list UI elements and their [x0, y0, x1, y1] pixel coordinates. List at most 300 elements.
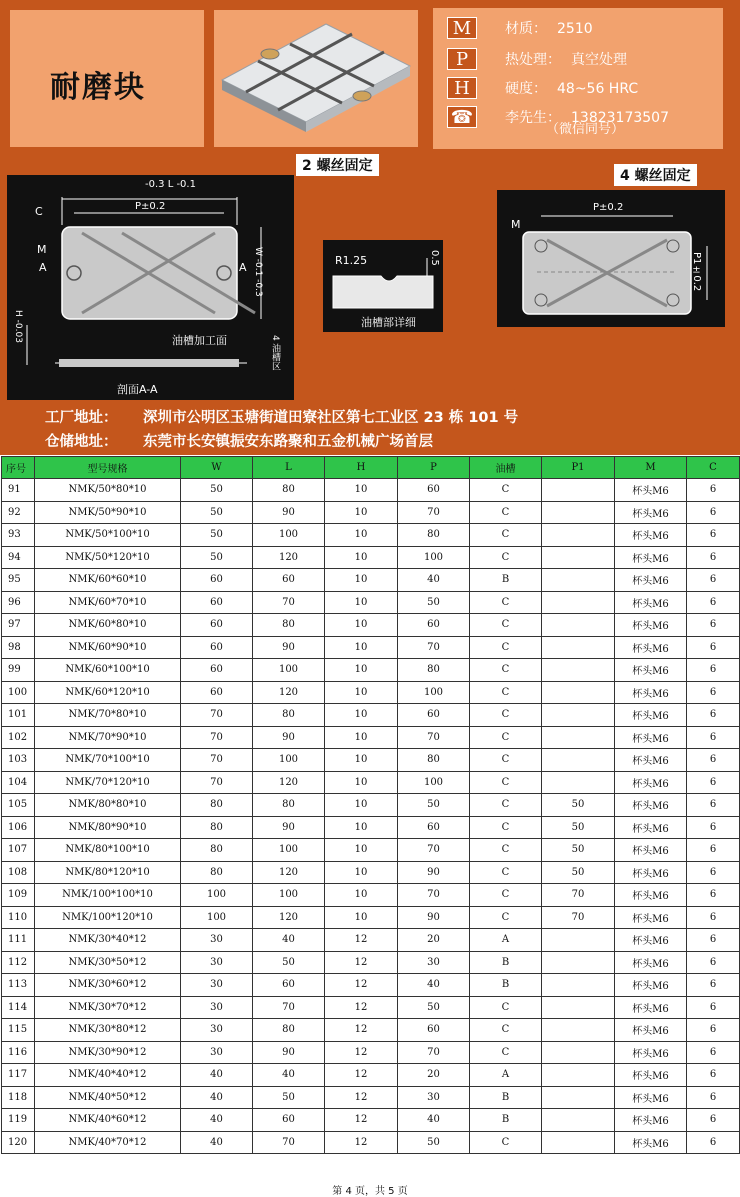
table-cell: NMK/70*80*10	[35, 704, 181, 727]
table-row	[2, 569, 740, 592]
table-cell: 6	[687, 704, 740, 727]
chamfer-label: C	[35, 205, 43, 218]
table-cell: 90	[253, 501, 325, 524]
table-cell: 12	[325, 974, 398, 997]
table-cell: 6	[687, 1041, 740, 1064]
table-cell: C	[470, 726, 542, 749]
table-cell: C	[470, 1019, 542, 1042]
table-cell: 80	[253, 479, 325, 502]
table-row	[2, 546, 740, 569]
table-row	[2, 1019, 740, 1042]
table-cell	[542, 479, 615, 502]
table-row	[2, 794, 740, 817]
table-cell	[542, 749, 615, 772]
table-cell: B	[470, 1086, 542, 1109]
table-cell: 10	[325, 771, 398, 794]
spec-table	[1, 456, 740, 1154]
table-cell: 6	[687, 659, 740, 682]
table-cell: C	[470, 614, 542, 637]
table-cell: 杯头M6	[615, 524, 687, 547]
table-cell: C	[470, 749, 542, 772]
table-cell: 60	[181, 659, 253, 682]
table-cell: 100	[2, 681, 35, 704]
two-screw-label: 2 螺丝固定	[296, 154, 379, 176]
table-cell: 6	[687, 614, 740, 637]
table-cell: 115	[2, 1019, 35, 1042]
table-cell: 12	[325, 1019, 398, 1042]
column-header: H	[325, 457, 398, 479]
table-cell: 12	[325, 1041, 398, 1064]
table-cell: 6	[687, 884, 740, 907]
factory-address: 工厂地址： 深圳市公明区玉塘街道田寮社区第七工业区 23 栋 101 号	[45, 410, 519, 426]
warehouse-address: 仓储地址： 东莞市长安镇振安东路聚和五金机械广场首层	[45, 434, 433, 450]
wear-plate-illustration	[214, 10, 418, 147]
table-cell: 6	[687, 1064, 740, 1087]
table-cell: 10	[325, 546, 398, 569]
table-cell: 30	[398, 951, 470, 974]
table-cell: 70	[253, 591, 325, 614]
table-cell: 10	[325, 659, 398, 682]
table-row	[2, 636, 740, 659]
table-cell: 91	[2, 479, 35, 502]
table-cell: C	[470, 659, 542, 682]
table-cell: 杯头M6	[615, 614, 687, 637]
table-cell: 70	[181, 704, 253, 727]
table-cell: 6	[687, 861, 740, 884]
table-cell: 6	[687, 569, 740, 592]
table-cell: NMK/40*40*12	[35, 1064, 181, 1087]
table-cell: 6	[687, 929, 740, 952]
table-cell: 20	[398, 1064, 470, 1087]
table-cell: 30	[398, 1086, 470, 1109]
table-cell: NMK/70*90*10	[35, 726, 181, 749]
radius-label: R1.25	[335, 254, 368, 267]
table-cell: 40	[253, 1064, 325, 1087]
table-cell	[542, 569, 615, 592]
table-cell: 102	[2, 726, 35, 749]
table-cell: 6	[687, 546, 740, 569]
table-cell: 120	[253, 861, 325, 884]
table-cell: A	[470, 929, 542, 952]
table-row	[2, 839, 740, 862]
table-cell: C	[470, 681, 542, 704]
table-cell: 90	[398, 906, 470, 929]
table-cell: 杯头M6	[615, 1131, 687, 1154]
table-cell: NMK/60*80*10	[35, 614, 181, 637]
table-cell: C	[470, 794, 542, 817]
table-cell: 120	[253, 546, 325, 569]
table-row	[2, 524, 740, 547]
table-row	[2, 996, 740, 1019]
table-cell: 40	[181, 1064, 253, 1087]
table-cell: 6	[687, 591, 740, 614]
spec-contact: ☎ 李先生： 13823173507	[447, 105, 669, 129]
table-cell: NMK/50*90*10	[35, 501, 181, 524]
table-cell: 杯头M6	[615, 906, 687, 929]
table-cell: 80	[181, 794, 253, 817]
table-cell: 101	[2, 704, 35, 727]
table-cell: NMK/30*60*12	[35, 974, 181, 997]
table-cell: 92	[2, 501, 35, 524]
table-cell: 6	[687, 501, 740, 524]
table-cell: 10	[325, 569, 398, 592]
table-cell: 118	[2, 1086, 35, 1109]
height-tolerance: H -0.03	[13, 310, 23, 343]
table-cell: 70	[181, 771, 253, 794]
p-dimension: P±0.2	[135, 201, 166, 212]
table-cell: 10	[325, 704, 398, 727]
table-cell: 100	[253, 659, 325, 682]
table-cell: 12	[325, 1064, 398, 1087]
section-caption: 剖面A-A	[117, 383, 158, 396]
table-cell: 100	[253, 839, 325, 862]
table-cell: 117	[2, 1064, 35, 1087]
table-cell: 6	[687, 951, 740, 974]
spec-hardness: H 硬度： 48~56 HRC	[447, 76, 638, 100]
table-cell: 杯头M6	[615, 794, 687, 817]
four-screw-drawing	[497, 190, 725, 327]
table-cell: C	[470, 1131, 542, 1154]
table-cell: 70	[181, 749, 253, 772]
column-header: 型号规格	[35, 457, 181, 479]
table-cell: 40	[253, 929, 325, 952]
table-cell: 6	[687, 681, 740, 704]
table-cell: 90	[253, 816, 325, 839]
table-cell: 50	[181, 501, 253, 524]
table-cell: 30	[181, 974, 253, 997]
table-cell: NMK/60*60*10	[35, 569, 181, 592]
table-cell: 杯头M6	[615, 749, 687, 772]
column-header: M	[615, 457, 687, 479]
column-header: L	[253, 457, 325, 479]
table-cell: NMK/100*120*10	[35, 906, 181, 929]
table-cell: C	[470, 636, 542, 659]
table-cell: 106	[2, 816, 35, 839]
table-cell	[542, 546, 615, 569]
table-cell: 50	[398, 591, 470, 614]
table-cell: 107	[2, 839, 35, 862]
table-row	[2, 884, 740, 907]
p-dimension-4: P±0.2	[593, 202, 624, 213]
table-cell	[542, 771, 615, 794]
table-cell: 6	[687, 794, 740, 817]
table-cell	[542, 1131, 615, 1154]
table-cell: NMK/70*120*10	[35, 771, 181, 794]
table-cell: NMK/50*80*10	[35, 479, 181, 502]
table-cell: 12	[325, 996, 398, 1019]
table-cell: NMK/30*80*12	[35, 1019, 181, 1042]
table-cell: 50	[542, 816, 615, 839]
table-cell: 50	[253, 1086, 325, 1109]
section-a-left: A	[39, 261, 47, 274]
table-cell: 70	[398, 636, 470, 659]
column-header: 油槽	[470, 457, 542, 479]
table-cell: 12	[325, 951, 398, 974]
table-cell: 70	[542, 884, 615, 907]
table-cell: 6	[687, 839, 740, 862]
table-cell: 120	[253, 771, 325, 794]
table-cell: C	[470, 996, 542, 1019]
table-cell: 6	[687, 1086, 740, 1109]
table-cell	[542, 951, 615, 974]
table-cell: NMK/80*90*10	[35, 816, 181, 839]
table-row	[2, 681, 740, 704]
section-a-right: A	[239, 261, 247, 274]
table-cell: 95	[2, 569, 35, 592]
groove-zone-text: 4 油槽区	[270, 335, 280, 371]
table-cell: 杯头M6	[615, 501, 687, 524]
table-cell: 80	[398, 659, 470, 682]
product-banner	[0, 0, 740, 455]
table-cell: 6	[687, 771, 740, 794]
table-cell: 40	[398, 974, 470, 997]
table-cell: C	[470, 861, 542, 884]
table-cell: 30	[181, 929, 253, 952]
table-cell: C	[470, 1041, 542, 1064]
table-cell: 12	[325, 1109, 398, 1132]
table-cell: 97	[2, 614, 35, 637]
table-cell: 10	[325, 681, 398, 704]
spec-heat-treatment: P 热处理： 真空处理	[447, 47, 627, 71]
table-cell: 杯头M6	[615, 479, 687, 502]
table-cell: 杯头M6	[615, 929, 687, 952]
table-cell	[542, 524, 615, 547]
table-cell: 60	[398, 614, 470, 637]
p1-dimension: P1±0.2	[691, 252, 702, 292]
table-cell: 100	[398, 681, 470, 704]
table-cell: 杯头M6	[615, 951, 687, 974]
table-cell: 12	[325, 929, 398, 952]
table-cell: NMK/50*100*10	[35, 524, 181, 547]
table-cell: 30	[181, 951, 253, 974]
table-cell: 杯头M6	[615, 974, 687, 997]
p-badge: P	[447, 48, 477, 70]
table-cell: 50	[398, 794, 470, 817]
table-cell: 70	[398, 1041, 470, 1064]
table-cell: NMK/40*70*12	[35, 1131, 181, 1154]
column-header: P	[398, 457, 470, 479]
table-cell: 60	[253, 569, 325, 592]
table-cell: 116	[2, 1041, 35, 1064]
table-cell: C	[470, 501, 542, 524]
table-row	[2, 479, 740, 502]
groove-detail-drawing	[323, 240, 443, 332]
table-row	[2, 1109, 740, 1132]
table-cell: NMK/60*120*10	[35, 681, 181, 704]
table-cell: 70	[398, 501, 470, 524]
table-row	[2, 1064, 740, 1087]
table-cell: C	[470, 524, 542, 547]
table-cell: 90	[253, 1041, 325, 1064]
table-cell: 6	[687, 1019, 740, 1042]
table-cell: 80	[398, 749, 470, 772]
table-cell: 10	[325, 839, 398, 862]
table-cell: 50	[181, 479, 253, 502]
table-cell: 杯头M6	[615, 771, 687, 794]
column-header: 序号	[2, 457, 35, 479]
table-cell: 80	[253, 704, 325, 727]
table-cell: 90	[253, 636, 325, 659]
table-cell: 80	[253, 794, 325, 817]
table-row	[2, 726, 740, 749]
table-cell: NMK/80*80*10	[35, 794, 181, 817]
table-cell: 103	[2, 749, 35, 772]
table-cell: NMK/100*100*10	[35, 884, 181, 907]
table-cell	[542, 1019, 615, 1042]
table-cell: 杯头M6	[615, 704, 687, 727]
table-cell	[542, 1041, 615, 1064]
table-row	[2, 861, 740, 884]
table-cell: NMK/80*100*10	[35, 839, 181, 862]
m-label: M	[37, 243, 47, 256]
table-cell	[542, 1064, 615, 1087]
table-cell: 40	[398, 1109, 470, 1132]
table-cell: 12	[325, 1131, 398, 1154]
table-cell: 70	[253, 1131, 325, 1154]
table-cell: 6	[687, 1131, 740, 1154]
table-cell: NMK/40*50*12	[35, 1086, 181, 1109]
table-cell: NMK/30*70*12	[35, 996, 181, 1019]
product-image-panel	[214, 10, 418, 147]
table-cell: NMK/60*70*10	[35, 591, 181, 614]
table-cell: 杯头M6	[615, 1109, 687, 1132]
table-cell: 109	[2, 884, 35, 907]
table-cell: 40	[181, 1131, 253, 1154]
table-cell: 杯头M6	[615, 861, 687, 884]
groove-detail-caption: 油槽部详细	[361, 316, 416, 329]
table-header	[2, 457, 740, 479]
spec-material: M 材质： 2510	[447, 16, 593, 40]
table-row	[2, 749, 740, 772]
table-cell	[542, 636, 615, 659]
table-cell	[542, 704, 615, 727]
table-cell: 50	[398, 996, 470, 1019]
table-cell: NMK/40*60*12	[35, 1109, 181, 1132]
table-cell	[542, 501, 615, 524]
table-cell: 90	[253, 726, 325, 749]
table-cell: C	[470, 906, 542, 929]
table-cell	[542, 996, 615, 1019]
table-cell	[542, 614, 615, 637]
length-tolerance: -0.3 L -0.1	[145, 179, 196, 190]
table-cell: 杯头M6	[615, 659, 687, 682]
table-cell: 105	[2, 794, 35, 817]
table-cell: 杯头M6	[615, 1019, 687, 1042]
table-cell: 100	[398, 771, 470, 794]
table-cell	[542, 1086, 615, 1109]
table-cell: 杯头M6	[615, 816, 687, 839]
title-panel	[10, 10, 204, 147]
table-cell: C	[470, 771, 542, 794]
column-header: C	[687, 457, 740, 479]
table-row	[2, 1086, 740, 1109]
table-row	[2, 501, 740, 524]
table-cell: 杯头M6	[615, 569, 687, 592]
table-cell: 70	[253, 996, 325, 1019]
table-cell: 80	[181, 816, 253, 839]
table-cell: 60	[398, 704, 470, 727]
table-cell: 60	[181, 636, 253, 659]
table-cell: 6	[687, 906, 740, 929]
table-cell: 10	[325, 794, 398, 817]
table-cell: 40	[181, 1109, 253, 1132]
table-cell: 6	[687, 996, 740, 1019]
table-row	[2, 951, 740, 974]
table-cell: 60	[181, 569, 253, 592]
table-cell: 6	[687, 479, 740, 502]
table-cell: 6	[687, 974, 740, 997]
column-header: W	[181, 457, 253, 479]
table-cell: 112	[2, 951, 35, 974]
table-cell: 10	[325, 861, 398, 884]
table-cell: 100	[253, 884, 325, 907]
table-cell: 10	[325, 884, 398, 907]
table-cell: 50	[542, 861, 615, 884]
table-cell: 100	[181, 906, 253, 929]
table-cell: A	[470, 1064, 542, 1087]
table-cell: 10	[325, 749, 398, 772]
table-cell: 70	[542, 906, 615, 929]
table-cell: 30	[181, 996, 253, 1019]
table-cell	[542, 929, 615, 952]
table-row	[2, 704, 740, 727]
table-cell: 50	[181, 524, 253, 547]
groove-face-label: 油槽加工面	[172, 334, 227, 347]
wechat-note: （微信同号）	[546, 122, 625, 137]
table-cell: 10	[325, 636, 398, 659]
table-cell: C	[470, 479, 542, 502]
table-cell: 杯头M6	[615, 681, 687, 704]
table-cell: 6	[687, 816, 740, 839]
table-row	[2, 906, 740, 929]
table-cell: C	[470, 591, 542, 614]
table-row	[2, 659, 740, 682]
table-row	[2, 1041, 740, 1064]
table-cell: 60	[398, 479, 470, 502]
table-cell: C	[470, 704, 542, 727]
table-row	[2, 591, 740, 614]
table-cell: NMK/30*90*12	[35, 1041, 181, 1064]
table-cell: 93	[2, 524, 35, 547]
table-cell: 杯头M6	[615, 884, 687, 907]
table-cell: NMK/60*90*10	[35, 636, 181, 659]
table-cell: 100	[253, 524, 325, 547]
table-cell	[542, 659, 615, 682]
table-cell: 10	[325, 501, 398, 524]
table-cell: 20	[398, 929, 470, 952]
table-cell: 杯头M6	[615, 839, 687, 862]
table-cell: 114	[2, 996, 35, 1019]
table-cell: 100	[181, 884, 253, 907]
table-cell: 60	[181, 681, 253, 704]
table-cell: 12	[325, 1086, 398, 1109]
table-cell: 杯头M6	[615, 1041, 687, 1064]
table-row	[2, 974, 740, 997]
page-footer: 第 4 页，共 5 页	[332, 1186, 408, 1197]
table-cell	[542, 726, 615, 749]
table-cell: 10	[325, 591, 398, 614]
table-cell: 80	[181, 839, 253, 862]
table-cell: 70	[181, 726, 253, 749]
table-cell: 60	[398, 1019, 470, 1042]
m-label-4: M	[511, 218, 521, 231]
table-cell: NMK/50*120*10	[35, 546, 181, 569]
table-cell: 80	[253, 614, 325, 637]
table-cell: 98	[2, 636, 35, 659]
table-cell: 杯头M6	[615, 726, 687, 749]
table-cell: 108	[2, 861, 35, 884]
table-cell: 60	[181, 591, 253, 614]
